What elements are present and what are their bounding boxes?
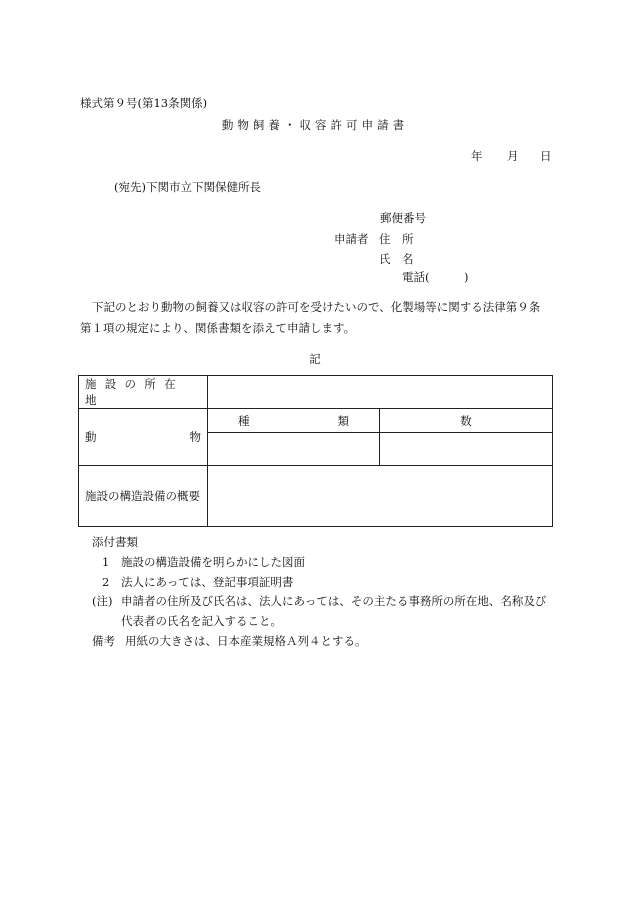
remarks-text: 用紙の大きさは、日本産業規格Ａ列４とする。	[125, 634, 367, 648]
date-year: 年	[471, 149, 483, 163]
animal-char-1: 動	[85, 430, 97, 444]
note-line-2: 代表者の氏名を記入すること。	[121, 614, 282, 628]
remarks-label: 備考	[92, 634, 115, 648]
applicant-label: 申請者	[334, 232, 369, 246]
attachment-text-2: 法人にあっては、登記事項証明書	[121, 575, 294, 589]
attachment-text-1: 施設の構造設備を明らかにした図面	[121, 555, 305, 569]
date-day: 日	[540, 149, 552, 163]
ki-heading: 記	[309, 352, 321, 366]
address-label: 住 所	[379, 232, 414, 246]
facility-location-text	[85, 376, 191, 408]
facility-location-chars: 施設の所在地	[85, 377, 184, 407]
facility-overview-label: 施設の構造設備の概要	[79, 466, 208, 527]
animal-char-2: 物	[189, 430, 201, 444]
attachments-heading: 添付書類	[92, 535, 138, 549]
name-label: 氏 名	[379, 252, 414, 266]
attachment-num-1: 1	[102, 555, 110, 569]
body-line-2: 第１項の規定により、関係書類を添えて申請します。	[80, 321, 356, 335]
note-label: (注)	[92, 594, 113, 608]
kind-char-1: 種	[238, 413, 250, 428]
body-line-1: 下記のとおり動物の飼養又は収容の許可を受けたいので、化製場等に関する法律第９条	[92, 300, 541, 314]
application-table	[78, 375, 553, 527]
document-title: 動物飼養・収容許可申請書	[221, 118, 409, 132]
postal-code-label: 郵便番号	[380, 211, 426, 225]
facility-location-label	[79, 376, 208, 409]
animal-label-text	[85, 429, 201, 445]
attachment-num-2: 2	[102, 575, 110, 589]
phone-label: 電話( )	[402, 270, 469, 284]
animal-label	[79, 409, 208, 466]
count-input[interactable]	[380, 433, 553, 466]
addressee: (宛先)下関市立下関保健所長	[114, 180, 261, 194]
kind-header	[208, 409, 380, 433]
facility-location-input[interactable]	[208, 376, 553, 409]
kind-header-text	[208, 413, 379, 429]
kind-input[interactable]	[208, 433, 380, 466]
form-number: 様式第９号(第13条関係)	[80, 96, 208, 110]
count-header: 数	[380, 409, 553, 433]
date-month: 月	[507, 149, 519, 163]
note-line-1: 申請者の住所及び氏名は、法人にあっては、その主たる事務所の所在地、名称及び	[121, 594, 547, 608]
kind-char-2: 類	[337, 413, 349, 428]
facility-overview-input[interactable]	[208, 466, 553, 527]
